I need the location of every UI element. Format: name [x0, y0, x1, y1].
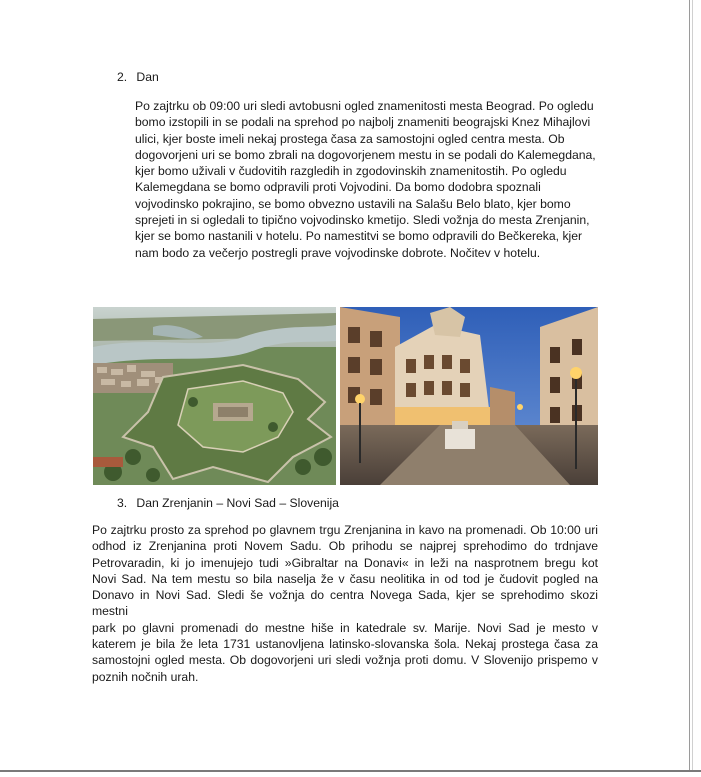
- paragraph-line: sprejeti in si ogledali to tipično vojvodinsko kmetijo. Sledi vožnja do mesta Zrenjanin,: [135, 213, 590, 228]
- paragraph-line: poznih nočnih urah.: [92, 669, 199, 684]
- paragraph-line: Petrovaradin, ki jo imenujejo tudi »Gibraltar na Donavi« in leži na nasprotnem bregu kot: [92, 555, 598, 570]
- paragraph-line: samostojni ogled mesta. Ob dogovorjeni uri sledi vožnja proti domu. V Slovenijo prispemo v: [92, 653, 598, 668]
- section-2-title: Dan: [136, 70, 159, 84]
- paragraph-line: bomo izstopili in se podali na sprehod po najbolj znameniti beograjski Knez Mihajlovi: [135, 115, 591, 130]
- paragraph-line: nam bodo za večerjo postregli prave vojvodinske dobrote. Nočitev v hotelu.: [135, 245, 541, 260]
- paragraph-line: Novi Sad. Na tem mestu so bila naselja že v času neolitika in od tod je čudovit pogled na: [92, 571, 598, 586]
- page-edge-right: [689, 0, 690, 770]
- paragraph-line: park po glavni promenadi do mestne hiše in katedrale sv. Marije. Novi Sad je mesto v: [92, 620, 598, 635]
- section-2-paragraph: [135, 98, 597, 261]
- section-3-heading: [117, 495, 339, 511]
- paragraph-line: Kalemegdana se bomo odpravili proti Vojvodini. Da bomo dodobra spoznali: [135, 180, 541, 195]
- paragraph-line: Po zajtrku ob 09:00 uri sledi avtobusni ogled znamenitosti mesta Beograd. Po ogledu: [135, 99, 594, 113]
- paragraph-line: vojvodinsko pokrajino, se bomo obvezno ustavili na Salašu Belo blato, kjer bomo: [135, 196, 571, 211]
- page-edge-bottom: [0, 770, 701, 772]
- paragraph-line: katerem je bila že leta 1731 ustanovljena latinsko-slovanska šola. Nekaj prostega časa za: [92, 637, 598, 652]
- paragraph-line: dogovorjeni uri se bomo zbrali na dogovorjenem mestu in se podali do Kalemegdana,: [135, 147, 596, 162]
- fortress-aerial-photo: [93, 307, 336, 485]
- section-3-title: Dan Zrenjanin – Novi Sad – Slovenija: [136, 496, 339, 510]
- city-street-photo: [340, 307, 598, 485]
- page-edge-shadow: [692, 0, 693, 770]
- paragraph-line: odhod iz Zrenjanina proti Novem Sadu. Ob prihodu se najprej sprehodimo do trdnjave: [92, 539, 598, 554]
- section-2-heading: [117, 69, 159, 85]
- section-3-number: 3.: [117, 496, 128, 510]
- paragraph-line: kjer se bomo nastanili v hotelu. Po namestitvi se bomo odpravili do Bečkereka, kjer: [135, 229, 583, 244]
- paragraph-line: ulici, kjer boste imeli nekaj prostega časa za samostojni ogled centra mesta. Ob: [135, 131, 565, 146]
- paragraph-line: Po zajtrku prosto za sprehod po glavnem trgu Zrenjanina in kavo na promenadi. Ob 10:00 uri: [92, 523, 598, 537]
- paragraph-line: Donavo in Novi Sad. Sledi še vožnja do centra Novega Sada, kjer se sprehodimo skozi mestni: [92, 588, 598, 619]
- section-3-paragraph: [92, 522, 598, 685]
- paragraph-line: kjer bomo uživali v čudovitih razgledih in zgodovinskih znamenitostih. Po ogledu: [135, 164, 567, 179]
- section-2-number: 2.: [117, 70, 128, 84]
